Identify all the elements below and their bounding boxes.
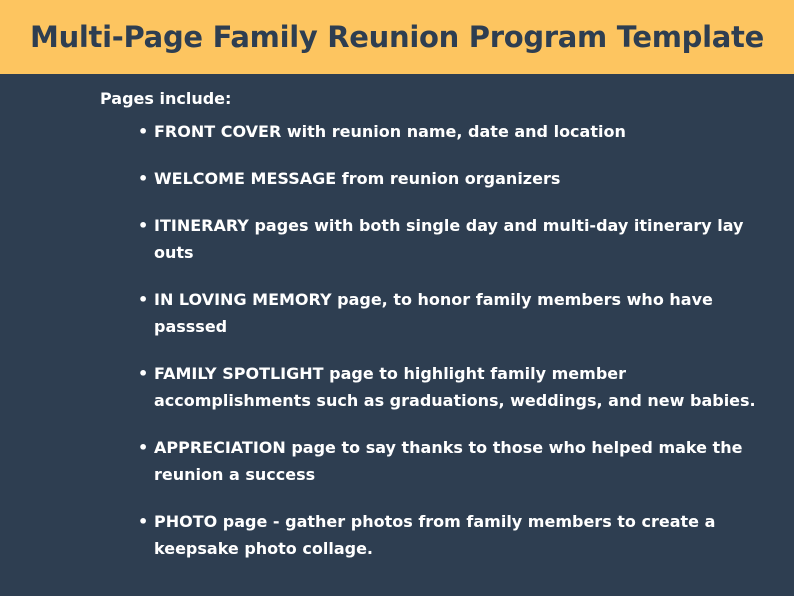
page-title: Multi-Page Family Reunion Program Template <box>30 20 764 54</box>
item-text: from reunion organizers <box>336 169 561 188</box>
title-banner <box>0 0 794 74</box>
item-text: page to say thanks to those who helped make the reunion a success <box>154 438 743 484</box>
item-text: pages with both single day and multi-day itinerary lay outs <box>154 216 744 262</box>
item-emphasis: PHOTO <box>154 512 218 531</box>
item-emphasis: ITINERARY <box>154 216 249 235</box>
item-emphasis: WELCOME MESSAGE <box>154 169 337 188</box>
item-emphasis: FAMILY SPOTLIGHT <box>154 364 324 383</box>
list-item-family-spotlight <box>136 360 776 414</box>
list-item-front-cover <box>136 118 776 145</box>
item-emphasis: FRONT COVER <box>154 122 282 141</box>
list-item-appreciation <box>136 434 776 488</box>
list-item-photo <box>136 508 776 562</box>
pages-list <box>136 118 776 582</box>
list-item-in-loving-memory <box>136 286 776 340</box>
item-text: with reunion name, date and location <box>281 122 626 141</box>
item-text: page, to honor family members who have passsed <box>154 290 713 336</box>
item-text: page - gather photos from family members to create a keepsake photo collage. <box>154 512 716 558</box>
intro-label: Pages include: <box>100 89 232 108</box>
item-emphasis: APPRECIATION <box>154 438 286 457</box>
item-text: page to highlight family member accomplishments such as graduations, weddings, and new babies. <box>154 364 756 410</box>
item-emphasis: IN LOVING MEMORY <box>154 290 332 309</box>
list-item-welcome-message <box>136 165 776 192</box>
list-item-itinerary <box>136 212 776 266</box>
